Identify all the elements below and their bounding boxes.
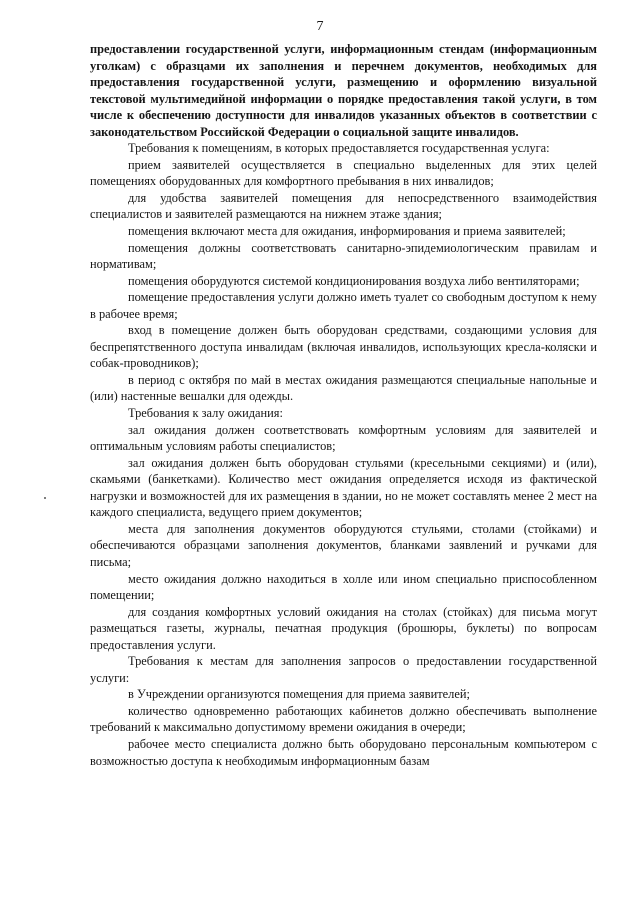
- paragraph-waiting-hall-intro: Требования к залу ожидания:: [128, 406, 283, 421]
- paragraph-sanitary-rules: помещения должны соответствовать санитарно-эпидемиологическим правилам и нормативам;: [90, 240, 597, 272]
- paragraph-coat-hangers: в период с октября по май в местах ожидания размещаются специальные напольные и (или) настенные вешалки для одежды.: [90, 372, 597, 404]
- paragraph-printed-materials: для создания комфортных условий ожидания на столах (стойках) для письма могут размещаться газеты, журналы, печатная продукция (брошюры, буклеты) по вопросам предоставления услуги.: [90, 604, 597, 652]
- paragraph-premises-requirements-intro: Требования к помещениям, в которых предоставляется государственная услуга:: [128, 141, 550, 156]
- paragraph-reception-rooms: в Учреждении организуются помещения для приема заявителей;: [128, 687, 470, 702]
- paragraph-waiting-location: место ожидания должно находиться в холле или ином специально приспособленном помещении;: [90, 571, 597, 603]
- page-number: 7: [316, 19, 324, 34]
- paragraph-entrance-accessibility: вход в помещение должен быть оборудован средствами, создающими условия для беспрепятственного доступа инвалидам (включая инвалидов, использующих кресла-коляски и собак-проводников);: [90, 323, 597, 371]
- paragraph-ground-floor: для удобства заявителей помещения для непосредственного взаимодействия специалистов и заявителей размещаются на нижнем этаже здания;: [90, 190, 597, 222]
- scan-speck: [44, 497, 46, 499]
- paragraph-air-conditioning: помещения оборудуются системой кондиционирования воздуха либо вентиляторами;: [128, 273, 580, 288]
- paragraph-waiting-hall-seating: зал ожидания должен быть оборудован стульями (кресельными секциями) и (или), скамьями (банкетками). Количество мест ожидания определяется исходя из фактической нагрузки и возможностей для их размещения в здании, но не может составлять менее 2 мест на каждого специалиста, ведущего прием документов;: [90, 455, 597, 520]
- paragraph-request-places-intro: Требования к местам для заполнения запросов о предоставлении государственной услуги:: [90, 654, 597, 685]
- document-body: [90, 41, 597, 769]
- paragraph-toilet: помещение предоставления услуги должно иметь туалет со свободным доступом к нему в рабочее время;: [90, 290, 597, 321]
- paragraph-specialist-workplace: рабочее место специалиста должно быть оборудовано персональным компьютером с возможностью доступа к необходимым информационным базам: [90, 736, 597, 768]
- paragraph-form-filling-places: места для заполнения документов оборудуются стульями, столами (стойками) и обеспечиваются образцами заполнения документов, бланками заявлений и ручками для письма;: [90, 521, 597, 569]
- paragraph-waiting-places: помещения включают места для ожидания, информирования и приема заявителей;: [128, 224, 566, 239]
- paragraph-reception-premises: прием заявителей осуществляется в специально выделенных для этих целей помещениях оборудованных для комфортного пребывания в них инвалидов;: [90, 157, 597, 189]
- paragraph-working-offices: количество одновременно работающих кабинетов должно обеспечивать выполнение требований к максимально допустимому времени ожидания в очереди;: [90, 703, 597, 735]
- paragraph-accessibility-requirements: предоставлении государственной услуги, информационным стендам (информационным уголкам) с образцами их заполнения и перечнем документов, необходимых для предоставления государственной услуги, размещению и оформлению визуальной текстовой мультимедийной информации о порядке предоставления такой услуги, в том числе к обеспечению доступности для инвалидов указанных объектов в соответствии с законодательством Российской Федерации о социальной защите инвалидов.: [90, 42, 597, 139]
- paragraph-waiting-hall-comfort: зал ожидания должен соответствовать комфортным условиям для заявителей и оптимальным условиям работы специалистов;: [90, 422, 597, 454]
